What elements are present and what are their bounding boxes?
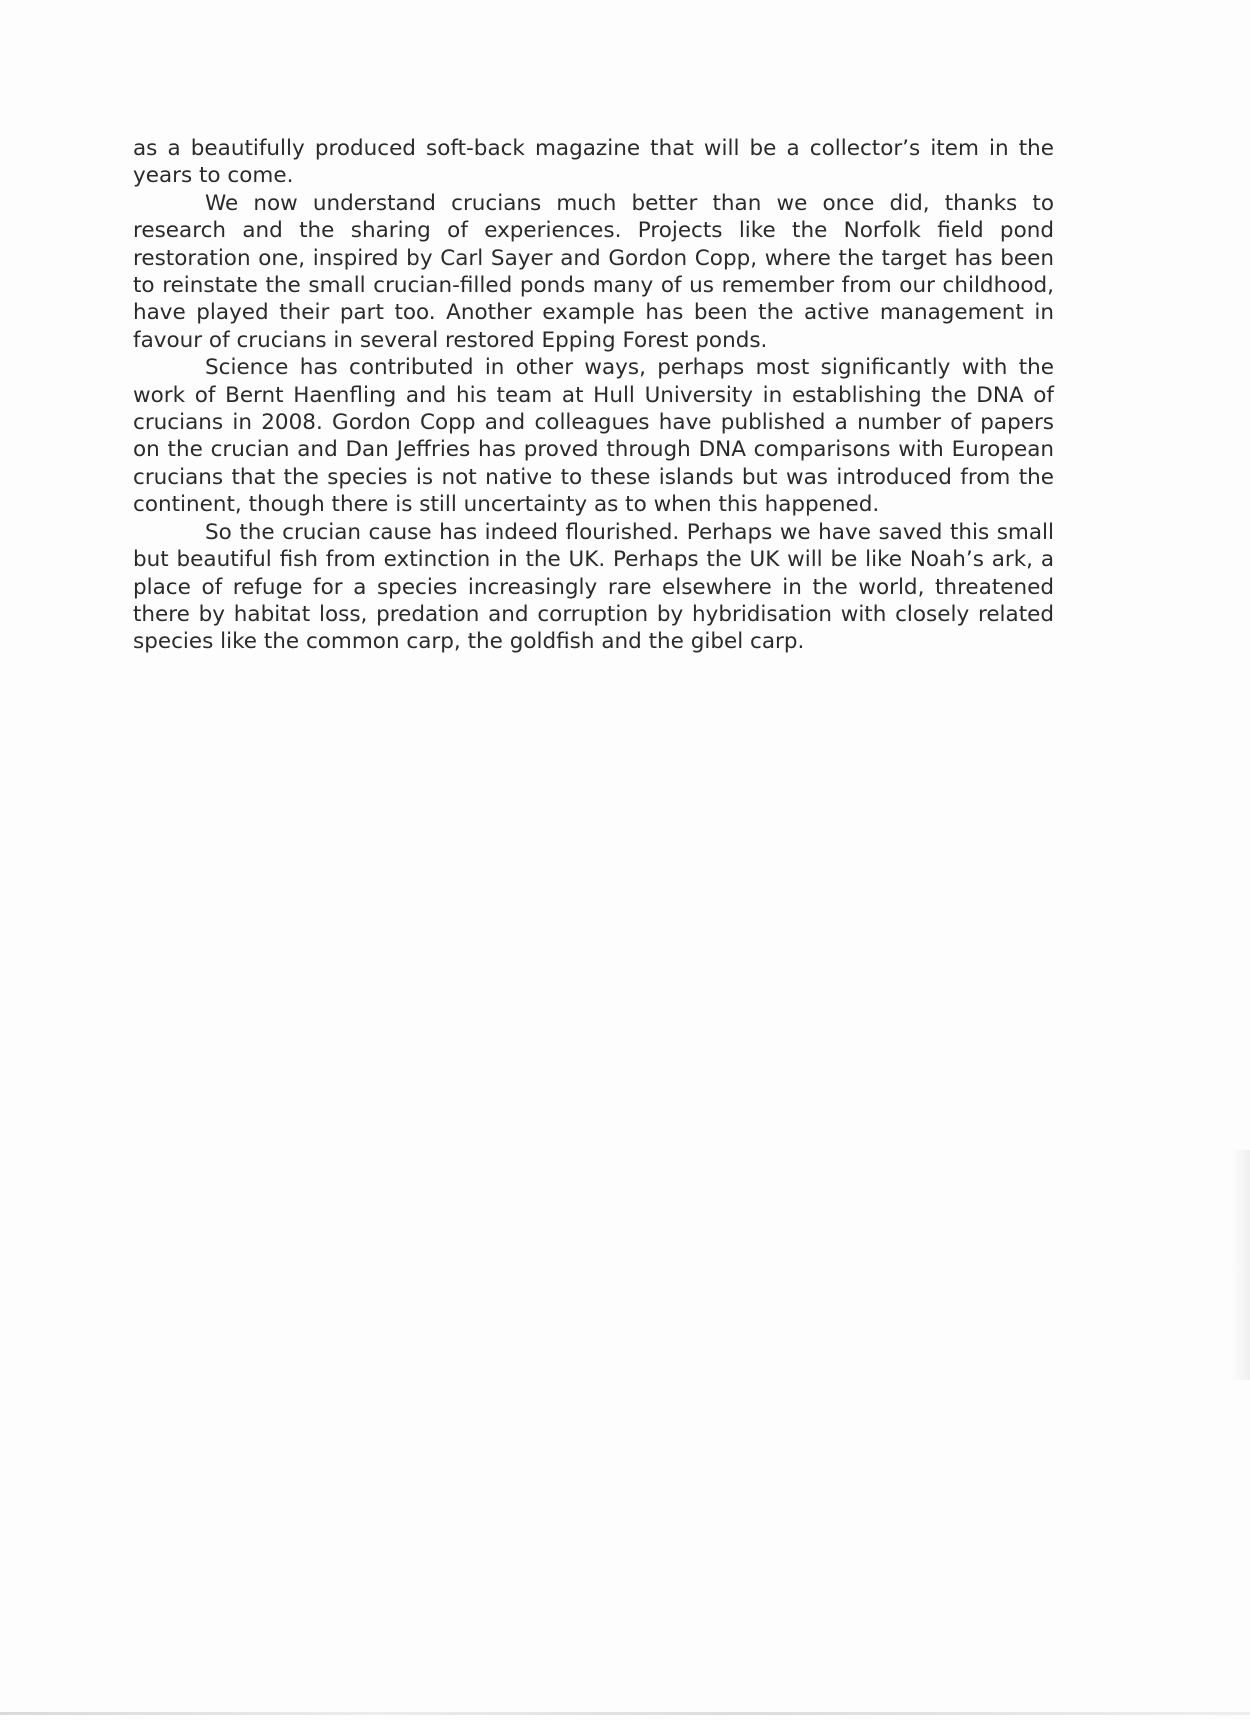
scan-edge-bottom	[0, 1712, 1250, 1715]
body-text	[133, 135, 1054, 656]
paragraph-crucian-cause: So the crucian cause has indeed flourished. Perhaps we have saved this small but beautiful fish from extinction in the UK. Perhaps the UK will be like Noah’s ark, a place of refuge for a species increasingly rare elsewhere in the world, threatened there by habitat loss, predation and corruption by hybridisation with closely related species like the common carp, the goldfish and the gibel carp.	[133, 519, 1054, 655]
paragraph-crucian-understanding: We now understand crucians much better than we once did, thanks to research and the sharing of experiences. Projects like the Norfolk field pond restoration one, inspired by Carl Sayer and Gordon Copp, where the target has been to reinstate the small crucian-filled ponds many of us remember from our childhood, have played their part too. Another example has been the active management in favour of crucians in several restored Epping Forest ponds.	[133, 190, 1054, 353]
paragraph-science-contribution: Science has contributed in other ways, perhaps most significantly with the work of Bernt Haenfling and his team at Hull University in establishing the DNA of crucians in 2008. Gordon Copp and colleagues have published a number of papers on the crucian and Dan Jeffries has proved through DNA comparisons with European crucians that the species is not native to these islands but was introduced from the continent, though there is still uncertainty as to when this happened.	[133, 355, 1054, 518]
scan-shadow-right	[1232, 1150, 1250, 1380]
paragraph-continuation: as a beautifully produced soft-back magazine that will be a collector’s item in the years to come.	[133, 136, 1054, 189]
